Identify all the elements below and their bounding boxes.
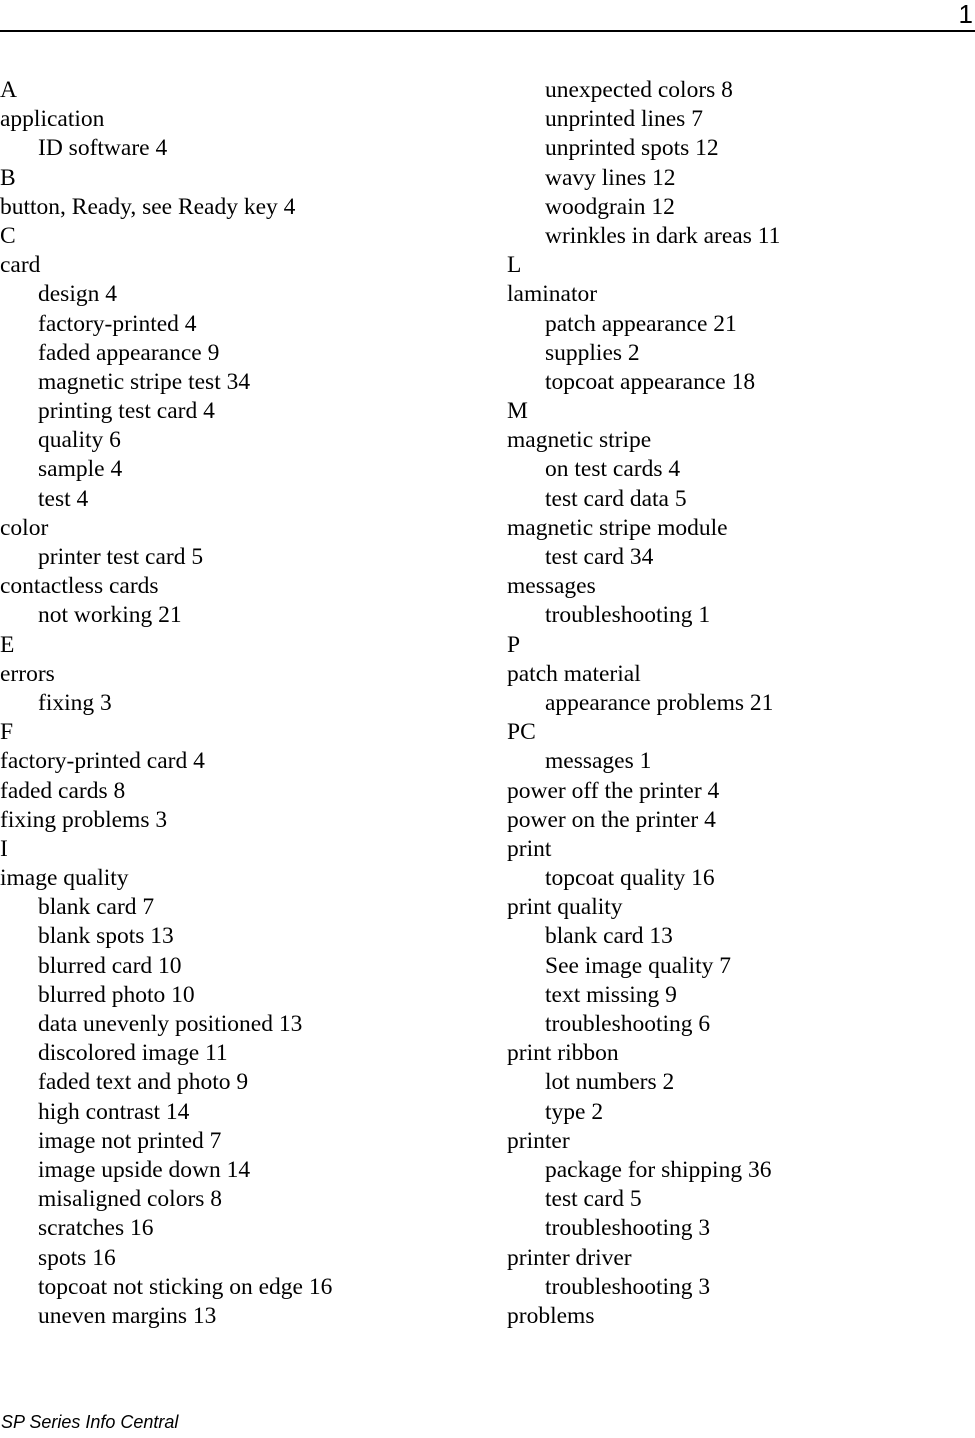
index-subentry: uneven margins 13 <box>38 1302 217 1329</box>
index-subentry: blank card 13 <box>545 923 673 950</box>
index-letter-heading: I <box>0 835 8 862</box>
index-entry: power on the printer 4 <box>507 806 716 833</box>
index-subentry: test card data 5 <box>545 485 687 512</box>
index-subentry: misaligned colors 8 <box>38 1186 223 1213</box>
index-letter-heading: E <box>0 631 15 658</box>
header-rule <box>0 30 975 32</box>
index-subentry: See image quality 7 <box>545 952 731 979</box>
index-subentry: not working 21 <box>38 602 182 629</box>
index-entry: problems <box>507 1302 595 1329</box>
index-entry: card <box>0 252 41 279</box>
footer-title: SP Series Info Central <box>1 1412 179 1432</box>
index-subentry: unprinted lines 7 <box>545 106 703 133</box>
index-subentry: unprinted spots 12 <box>545 135 719 162</box>
index-entry: PC <box>507 719 536 746</box>
index-subentry: topcoat appearance 18 <box>545 368 756 395</box>
index-subentry: design 4 <box>38 281 117 308</box>
index-entry: printer <box>507 1127 570 1154</box>
index-subentry: type 2 <box>545 1098 604 1125</box>
index-subentry: image upside down 14 <box>38 1156 251 1183</box>
index-entry: print quality <box>507 894 623 921</box>
index-subentry: troubleshooting 3 <box>545 1215 711 1242</box>
index-entry: patch material <box>507 660 641 687</box>
index-entry: messages <box>507 573 596 600</box>
index-subentry: faded text and photo 9 <box>38 1069 249 1096</box>
index-letter-heading: C <box>0 222 16 249</box>
index-entry: fixing problems 3 <box>0 806 168 833</box>
index-subentry: factory-printed 4 <box>38 310 197 337</box>
index-subentry: woodgrain 12 <box>545 193 675 220</box>
index-entry: power off the printer 4 <box>507 777 720 804</box>
index-subentry: ID software 4 <box>38 135 168 162</box>
index-letter-heading: F <box>0 719 14 746</box>
index-subentry: image not printed 7 <box>38 1127 222 1154</box>
index-subentry: lot numbers 2 <box>545 1069 675 1096</box>
index-subentry: wavy lines 12 <box>545 164 676 191</box>
index-subentry: scratches 16 <box>38 1215 154 1242</box>
index-subentry: high contrast 14 <box>38 1098 190 1125</box>
index-subentry: data unevenly positioned 13 <box>38 1011 303 1037</box>
index-entry: button, Ready, see Ready key 4 <box>0 193 296 220</box>
index-letter-heading: M <box>507 398 528 425</box>
page-number: 1 <box>958 0 973 29</box>
index-subentry: printer test card 5 <box>38 544 204 570</box>
index-subentry: quality 6 <box>38 427 121 454</box>
index-subentry: printing test card 4 <box>38 398 215 425</box>
index-subentry: magnetic stripe test 34 <box>38 368 251 395</box>
index-entry: laminator <box>507 281 598 308</box>
index-subentry: troubleshooting 1 <box>545 602 711 629</box>
index-subentry: faded appearance 9 <box>38 339 220 366</box>
index-subentry: blank spots 13 <box>38 923 174 950</box>
index-subentry: supplies 2 <box>545 339 640 366</box>
index-subentry: troubleshooting 3 <box>545 1273 711 1300</box>
index-column-left <box>0 76 500 1331</box>
index-subentry: on test cards 4 <box>545 456 681 483</box>
index-subentry: sample 4 <box>38 456 123 483</box>
index-subentry: topcoat not sticking on edge 16 <box>38 1273 333 1300</box>
index-subentry: patch appearance 21 <box>545 310 737 337</box>
index-subentry: discolored image 11 <box>38 1040 228 1067</box>
index-subentry: fixing 3 <box>38 689 112 716</box>
index-subentry: appearance problems 21 <box>545 689 774 716</box>
index-subentry: spots 16 <box>38 1244 116 1271</box>
index-entry: errors <box>0 660 55 687</box>
index-entry: magnetic stripe <box>507 427 652 454</box>
index-subentry: test 4 <box>38 485 89 512</box>
index-entry: contactless cards <box>0 573 159 600</box>
index-subentry: blurred photo 10 <box>38 981 195 1008</box>
index-subentry: unexpected colors 8 <box>545 77 733 103</box>
index-subentry: wrinkles in dark areas 11 <box>545 222 781 249</box>
index-letter-heading: B <box>0 164 16 191</box>
index-entry: factory-printed card 4 <box>0 748 205 775</box>
index-entry: print ribbon <box>507 1040 619 1067</box>
index-subentry: package for shipping 36 <box>545 1156 772 1183</box>
index-subentry: test card 5 <box>545 1186 642 1213</box>
index-letter-heading: L <box>507 252 522 279</box>
index-subentry: blurred card 10 <box>38 952 182 979</box>
index-subentry: troubleshooting 6 <box>545 1011 711 1037</box>
index-column-right <box>507 76 975 1331</box>
index-entry: application <box>0 106 105 133</box>
index-subentry: messages 1 <box>545 748 652 775</box>
index-entry: color <box>0 514 49 541</box>
index-letter-heading: A <box>0 77 17 103</box>
index-subentry: topcoat quality 16 <box>545 865 715 892</box>
index-letter-heading: P <box>507 631 521 658</box>
index-entry: image quality <box>0 865 129 892</box>
index-entry: magnetic stripe module <box>507 514 728 541</box>
index-subentry: blank card 7 <box>38 894 155 921</box>
index-entry: print <box>507 835 552 862</box>
index-subentry: test card 34 <box>545 544 654 570</box>
index-entry: faded cards 8 <box>0 777 126 804</box>
index-subentry: text missing 9 <box>545 981 677 1008</box>
index-entry: printer driver <box>507 1244 632 1271</box>
